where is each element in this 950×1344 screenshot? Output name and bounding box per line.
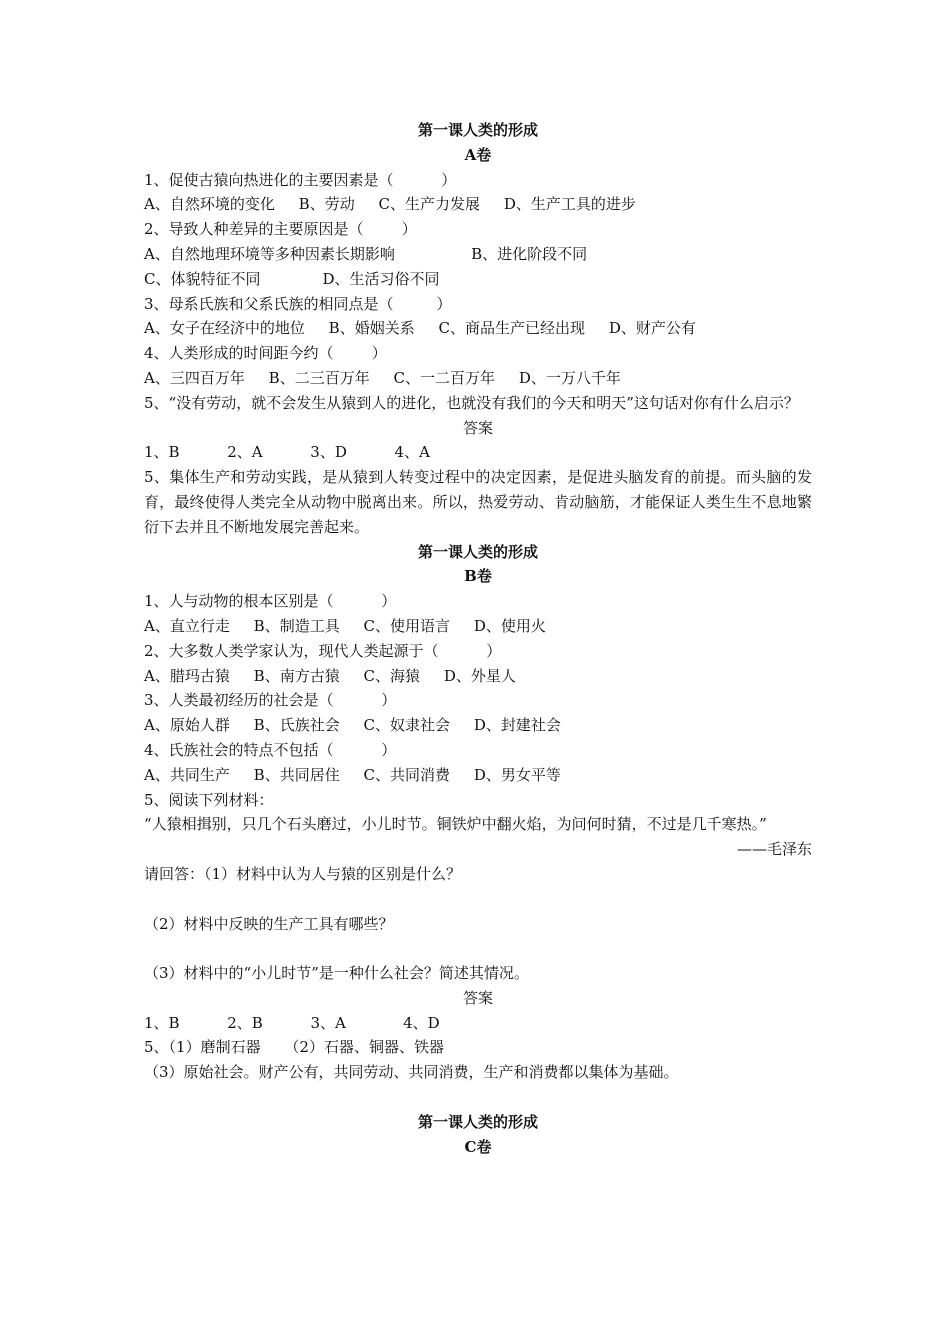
question-line: 2、大多数人类学家认为，现代人类起源于（ ） — [144, 641, 502, 660]
options-line: A、三四百万年 B、二三百万年 C、一二百万年 D、一万八千年 — [144, 368, 621, 387]
options-line: A、自然环境的变化 B、劳动 C、生产力发展 D、生产工具的进步 — [144, 195, 636, 214]
quote-text: “人猿相揖别，只几个石头磨过，小儿时节。铜铁炉中翻火焰，为问何时猜，不过是几千寒热。” — [144, 815, 767, 834]
section-c-title: 第一课人类的形成 — [417, 1112, 538, 1131]
question-line: 1、人与动物的根本区别是（ ） — [144, 592, 397, 611]
section-c-subtitle: C卷 — [464, 1137, 492, 1156]
answer-text: 5、集体生产和劳动实践，是从猿到人转变过程中的决定因素，是促进头脑发育的前提。而头脑的发育，最终使得人类完全从动物中脱离出来。所以，热爱劳动、肯动脑筋，才能保证人类生生不息地繁衍下去并且不断地发展完善起来。 — [144, 468, 812, 536]
document-page — [144, 118, 812, 1159]
answer-choices: 1、B 2、A 3、D 4、A — [144, 443, 430, 462]
spacer — [144, 1085, 812, 1110]
section-a-title: 第一课人类的形成 — [417, 121, 538, 139]
answer-heading: 答案 — [462, 988, 493, 1007]
options-line: A、共同生产 B、共同居住 C、共同消费 D、男女平等 — [144, 765, 561, 784]
options-line: A、自然地理环境等多种因素长期影响 B、进化阶段不同 — [144, 244, 588, 263]
question-line: 4、氏族社会的特点不包括（ ） — [144, 740, 397, 759]
question-line: 1、促使古猿向热进化的主要因素是（ ） — [144, 170, 457, 189]
question-line: 3、母系氏族和父系氏族的相同点是（ ） — [144, 294, 452, 313]
sub-question: （2）材料中反映的生产工具有哪些？ — [144, 914, 394, 933]
answer-heading: 答案 — [462, 418, 493, 437]
section-a-subtitle: A卷 — [464, 145, 492, 164]
section-b-subtitle: B卷 — [464, 567, 492, 586]
answer-choices: 1、B 2、B 3、A 4、D — [144, 1013, 440, 1032]
options-line: A、女子在经济中的地位 B、婚姻关系 C、商品生产已经出现 D、财产公有 — [144, 319, 696, 338]
answer-space — [144, 887, 812, 912]
answer-line: （3）原始社会。财产公有，共同劳动、共同消费，生产和消费都以集体为基础。 — [144, 1063, 679, 1082]
question-line: 4、人类形成的时间距今约（ ） — [144, 344, 387, 363]
section-b-title: 第一课人类的形成 — [417, 542, 538, 561]
sub-question: （3）材料中的“小儿时节”是一种什么社会？简述其情况。 — [144, 964, 529, 983]
question-line: 2、导致人种差异的主要原因是（ ） — [144, 220, 417, 239]
answer-line: 5、（1）磨制石器 （2）石器、铜器、铁器 — [144, 1038, 444, 1057]
options-line: A、直立行走 B、制造工具 C、使用语言 D、使用火 — [144, 616, 546, 635]
options-line: A、腊玛古猿 B、南方古猿 C、海猿 D、外星人 — [144, 666, 516, 685]
options-line: A、原始人群 B、氏族社会 C、奴隶社会 D、封建社会 — [144, 716, 561, 735]
options-line: C、体貌特征不同 D、生活习俗不同 — [144, 269, 440, 288]
question-line: 5、阅读下列材料： — [144, 790, 274, 809]
quote-author: ——毛泽东 — [736, 840, 812, 859]
question-5: 5、“没有劳动，就不会发生从猿到人的进化，也就没有我们的今天和明天”这句话对你有什么启示？ — [144, 393, 799, 412]
question-line: 3、人类最初经历的社会是（ ） — [144, 691, 397, 710]
sub-question: 请回答：（1）材料中认为人与猿的区别是什么？ — [144, 864, 462, 883]
answer-space — [144, 936, 812, 961]
